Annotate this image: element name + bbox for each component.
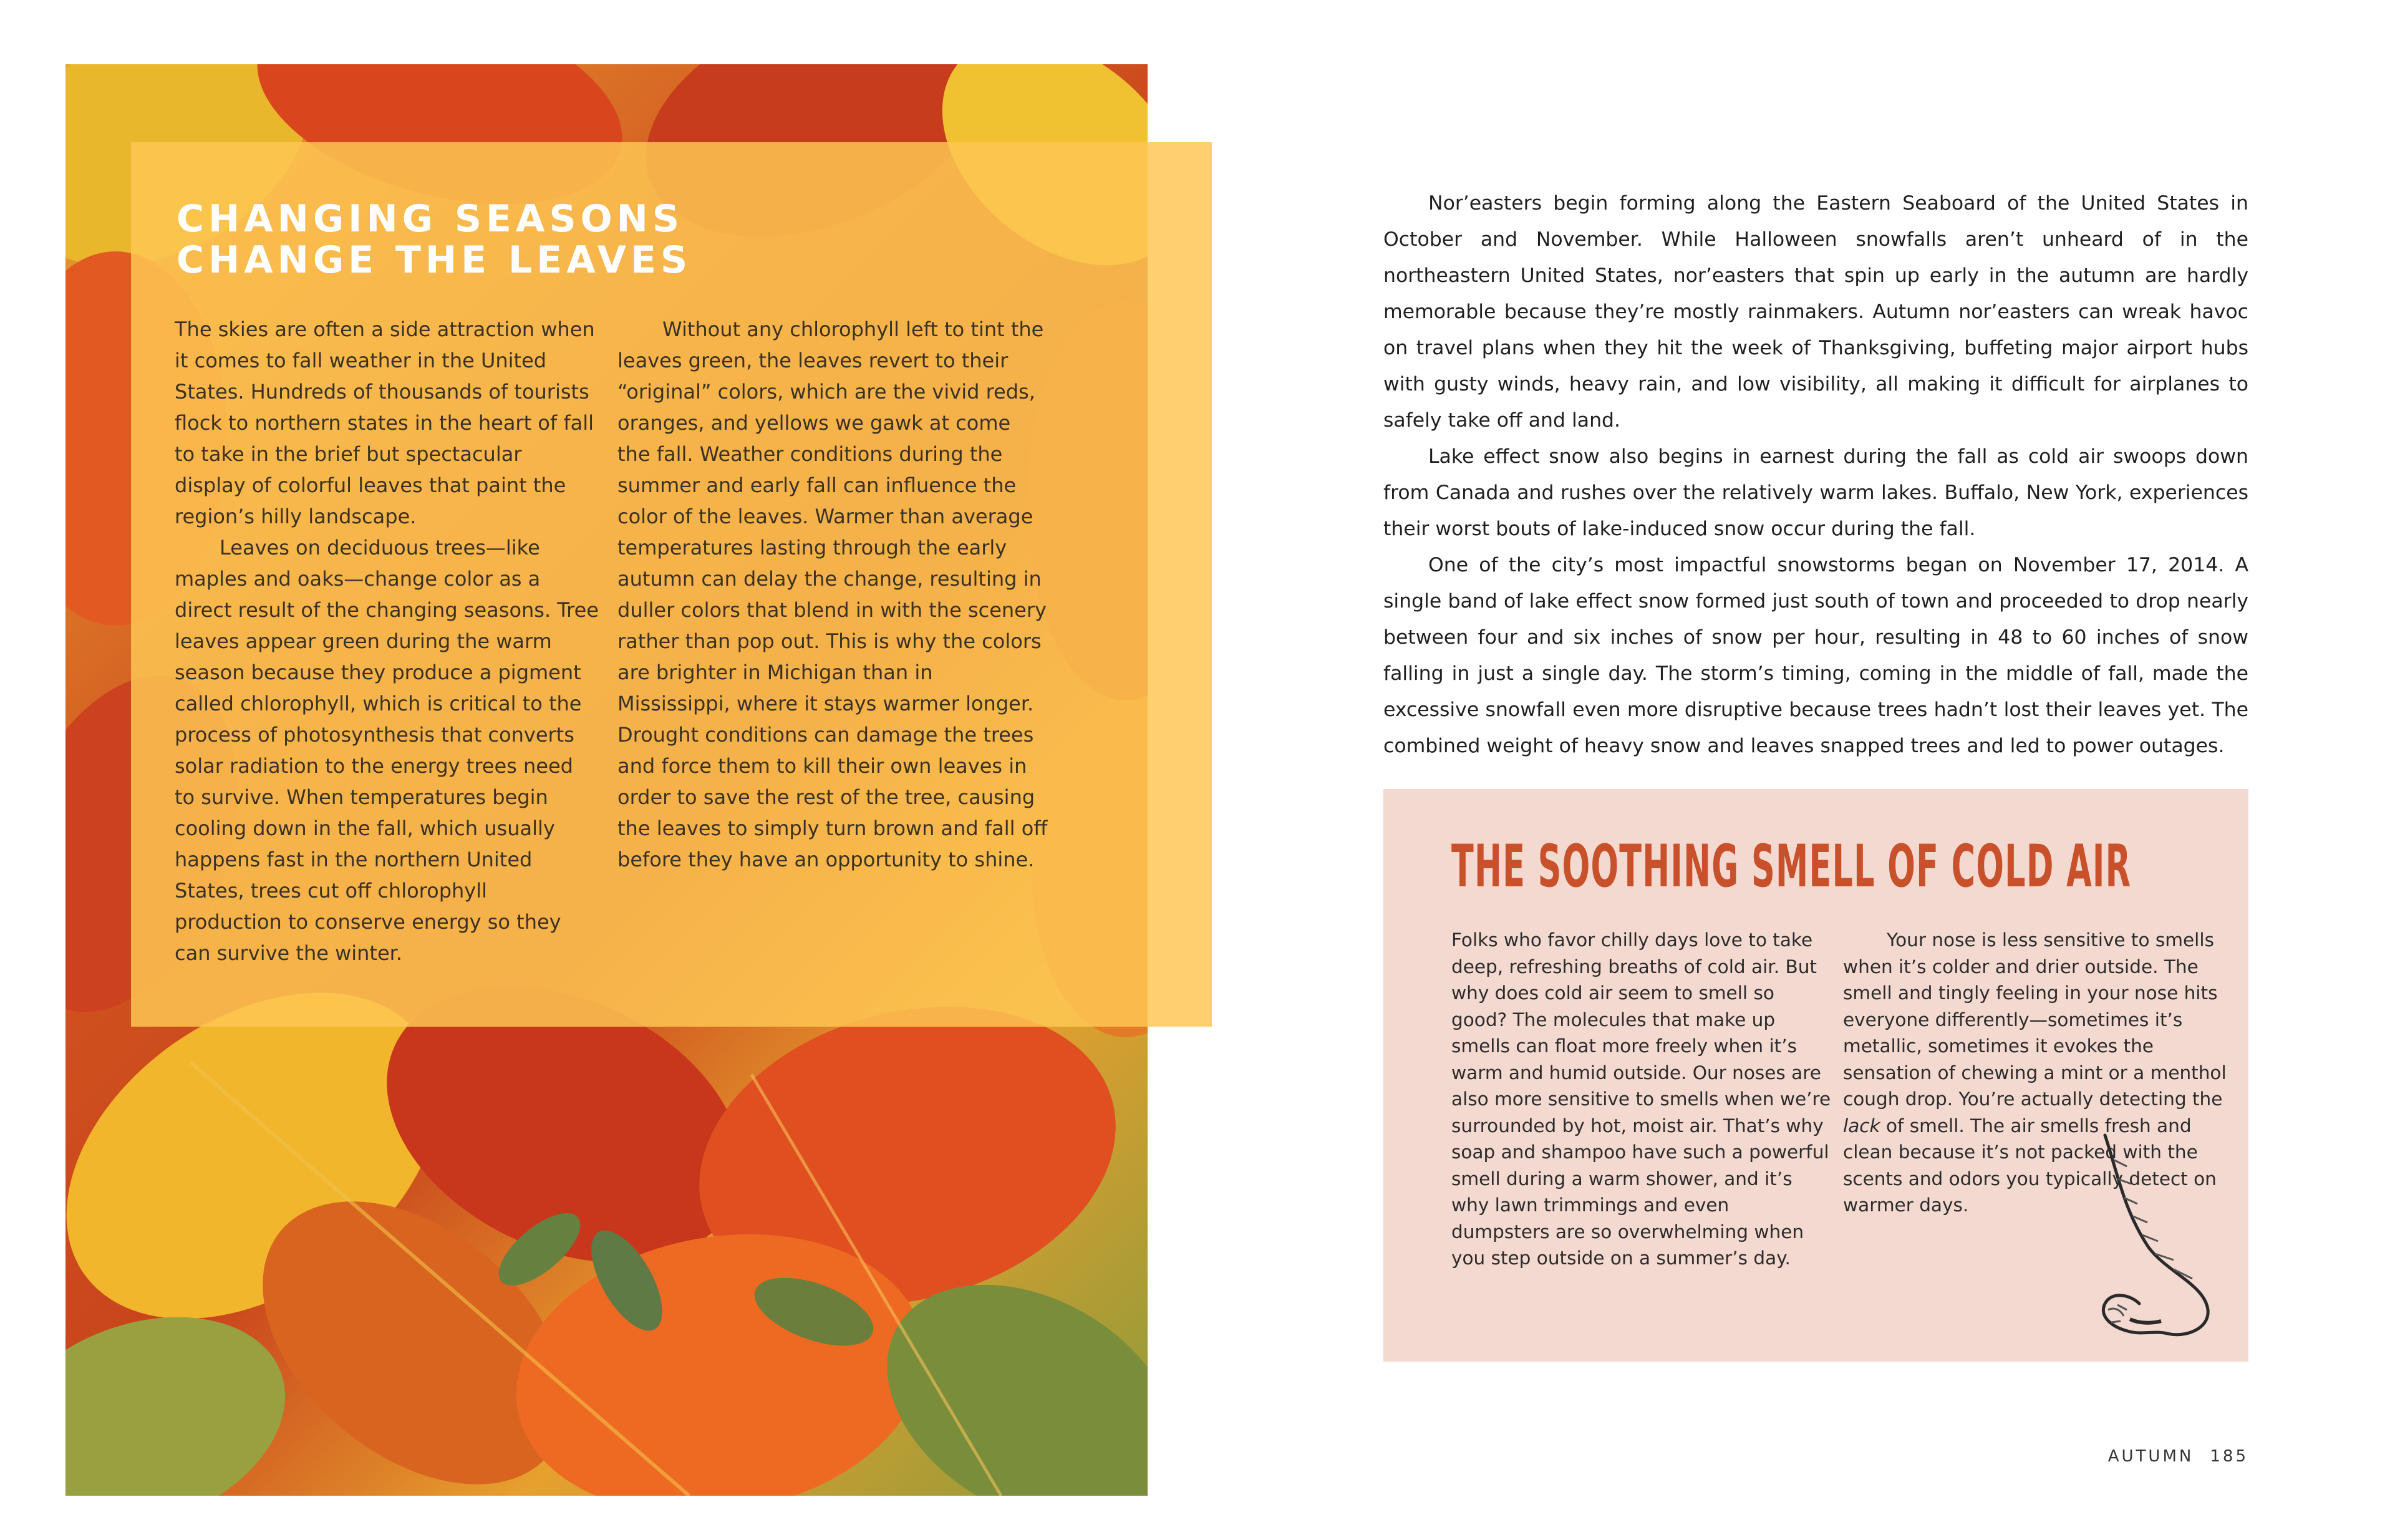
sidebar-paragraph: Leaves on deciduous trees—like maples and oaks—change color as a direct result of the changing seasons. Tree leaves appear green during the warm season because they produce a pigment called chlorophyll, which is critical to the process of photosynthesis that converts solar radiation to the energy trees need to survive. When temperatures begin cooling down in the fall, which usually happens fast in the northern United States, trees cut off chlorophyll production to conserve energy so they can survive the winter.: [175, 536, 599, 965]
nose-illustration-icon: [2080, 1123, 2236, 1354]
callout-paragraph: Folks who favor chilly days love to take deep, refreshing breaths of cold air. But why does cold air seem to smell so good? The molecules that make up smells can float more freely when it’s warm and humid outside. Our noses are also more sensitive to smells when we’re surrounded by hot, moist air. That’s why soap and shampoo have such a powerful smell during a warm shower, and it’s why lawn trimmings and even dumpsters are so overwhelming when you step outside on a summer’s day.: [1451, 929, 1831, 1269]
callout-column-left: [1451, 927, 1832, 1272]
main-body-text: [1383, 185, 2248, 764]
page-folio: [2108, 1447, 2248, 1466]
body-paragraph: Lake effect snow also begins in earnest during the fall as cold air swoops down from Canada and rushes over the relatively warm lakes. Buffalo, New York, experiences their worst bouts of lake-induced snow occur during the fall.: [1383, 445, 2248, 540]
callout-text: of smell. The air smells fresh and clean because it’s not packed with the scents and odors you typically detect on warmer days.: [1843, 1115, 2217, 1216]
body-paragraph: One of the city’s most impactful snowstorms began on November 17, 2014. A single band of lake effect snow formed just south of town and proceeded to drop nearly between four and six inches of snow per hour, resulting in 48 to 60 inches of snow falling in just a single day. The storm’s timing, coming in the middle of fall, made the excessive snowfall even more disruptive because trees hadn’t lost their leaves yet. The combined weight of heavy snow and leaves snapped trees and led to power outages.: [1383, 554, 2248, 757]
sidebar-title-line2: CHANGE THE LEAVES: [177, 238, 692, 282]
page-number: 185: [2210, 1447, 2248, 1466]
running-head: AUTUMN: [2107, 1447, 2194, 1466]
callout-title: THE SOOTHING SMELL OF COLD AIR: [1451, 833, 2132, 901]
body-paragraph: Nor’easters begin forming along the Eastern Seaboard of the United States in October and November. While Halloween snowfalls aren’t unheard of in the northeastern United States, nor’easters that spin up early in the autumn are hardly memorable because they’re mostly rainmakers. Autumn nor’easters can wreak havoc on travel plans when they hit the week of Thanksgiving, buffeting major airport hubs with gusty winds, heavy rain, and low visibility, all making it difficult for airplanes to safely take off and land.: [1383, 192, 2248, 432]
callout-emphasis: lack: [1843, 1115, 1880, 1136]
sidebar-paragraph: The skies are often a side attraction when it comes to fall weather in the United States. Hundreds of thousands of tourists flock to northern states in the heart of fall to take in the brief but spectacular display of colorful leaves that paint the region’s hilly landscape.: [175, 317, 595, 528]
sidebar-column-left: [175, 314, 599, 969]
sidebar-title: [177, 198, 738, 281]
sidebar-title-line1: CHANGING SEASONS: [177, 197, 684, 241]
sidebar-column-right: [617, 314, 1048, 875]
callout-text: Your nose is less sensitive to smells when it’s colder and drier outside. The smell and tingly feeling in your nose hits everyone differently—sometimes it’s metallic, sometimes it evokes the sensation of chewing a mint or a menthol cough drop. You’re actually detecting the: [1843, 929, 2227, 1110]
sidebar-paragraph: Without any chlorophyll left to tint the leaves green, the leaves revert to their “original” colors, which are the vivid reds, oranges, and yellows we gawk at come the fall. Weather conditions during the summer and early fall can influence the color of the leaves. Warmer than average temperatures lasting through the early autumn can delay the change, resulting in duller colors that blend in with the scenery rather than pop out. This is why the colors are brighter in Michigan than in Mississippi, where it stays warmer longer. Drought conditions can damage the trees and force them to kill their own leaves in order to save the rest of the tree, causing the leaves to simply turn brown and fall off before they have an opportunity to shine.: [617, 317, 1048, 871]
